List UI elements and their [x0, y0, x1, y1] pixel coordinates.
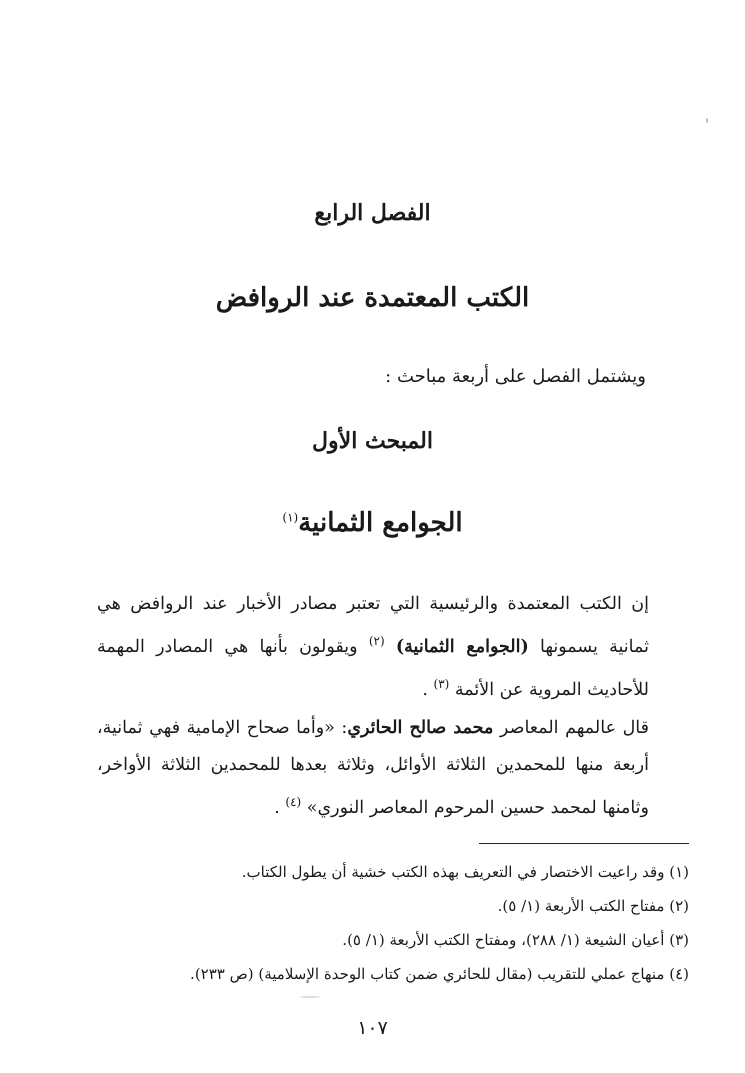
footnote-divider	[479, 843, 689, 844]
section-heading: المبحث الأول	[312, 428, 433, 454]
footnote-ref: (٢)	[368, 634, 385, 648]
footnote-ref: (١)	[282, 510, 299, 525]
paragraph-text: قال عالمهم المعاصر	[493, 718, 649, 738]
scan-speck	[300, 996, 320, 998]
bold-term: (الجوامع الثمانية)	[395, 636, 529, 657]
paragraph-text: ويقولون بأنها هي المصادر المهمة للأحاديث المروية عن الأئمة	[97, 636, 649, 700]
paragraph-text: : «وأما صحاح الإمامية فهي ثمانية، أربعة منها للمحمدين الثلاثة الأوائل، وثلاثة بعدها للمحمدين الثلاثة الأواخر، وثامنها لمحمد حسين المرحوم المعاصر النوري»	[97, 718, 649, 818]
footnote-ref: (٣)	[433, 676, 450, 691]
bold-name: محمد صالح الحائري	[347, 718, 494, 738]
paragraph-text: إن الكتب المعتمدة والرئيسية التي تعتبر مصادر الأخبار عند الروافض هي ثمانية يسمونها	[97, 594, 649, 657]
paragraph-2	[97, 710, 649, 827]
intro-line: ويشتمل الفصل على أربعة مباحث :	[385, 366, 646, 387]
footnote-4: (٤) منهاج عملي للتقريب (مقال للحائري ضمن كتاب الوحدة الإسلامية) (ص ٢٣٣).	[190, 965, 689, 983]
subsection-heading	[0, 508, 745, 538]
scan-speck	[706, 118, 708, 123]
footnote-2: (٢) مفتاح الكتب الأربعة (١/ ٥).	[497, 897, 689, 915]
paragraph-1	[97, 586, 649, 709]
footnote-ref: (٤)	[285, 795, 302, 809]
chapter-heading: الفصل الرابع	[314, 200, 431, 226]
footnote-3: (٣) أعيان الشيعة (١/ ٢٨٨)، ومفتاح الكتب الأربعة (١/ ٥).	[342, 931, 689, 949]
subsection-title: الجوامع الثمانية	[298, 508, 463, 538]
paragraph-text: .	[422, 679, 434, 700]
footnotes	[49, 855, 689, 991]
footnote-1: (١) وقد راعيت الاختصار في التعريف بهذه الكتب خشية أن يطول الكتاب.	[241, 863, 689, 881]
paragraph-text: .	[274, 797, 286, 818]
page-number: ١٠٧	[357, 1017, 388, 1039]
chapter-title: الكتب المعتمدة عند الروافض	[215, 283, 530, 313]
